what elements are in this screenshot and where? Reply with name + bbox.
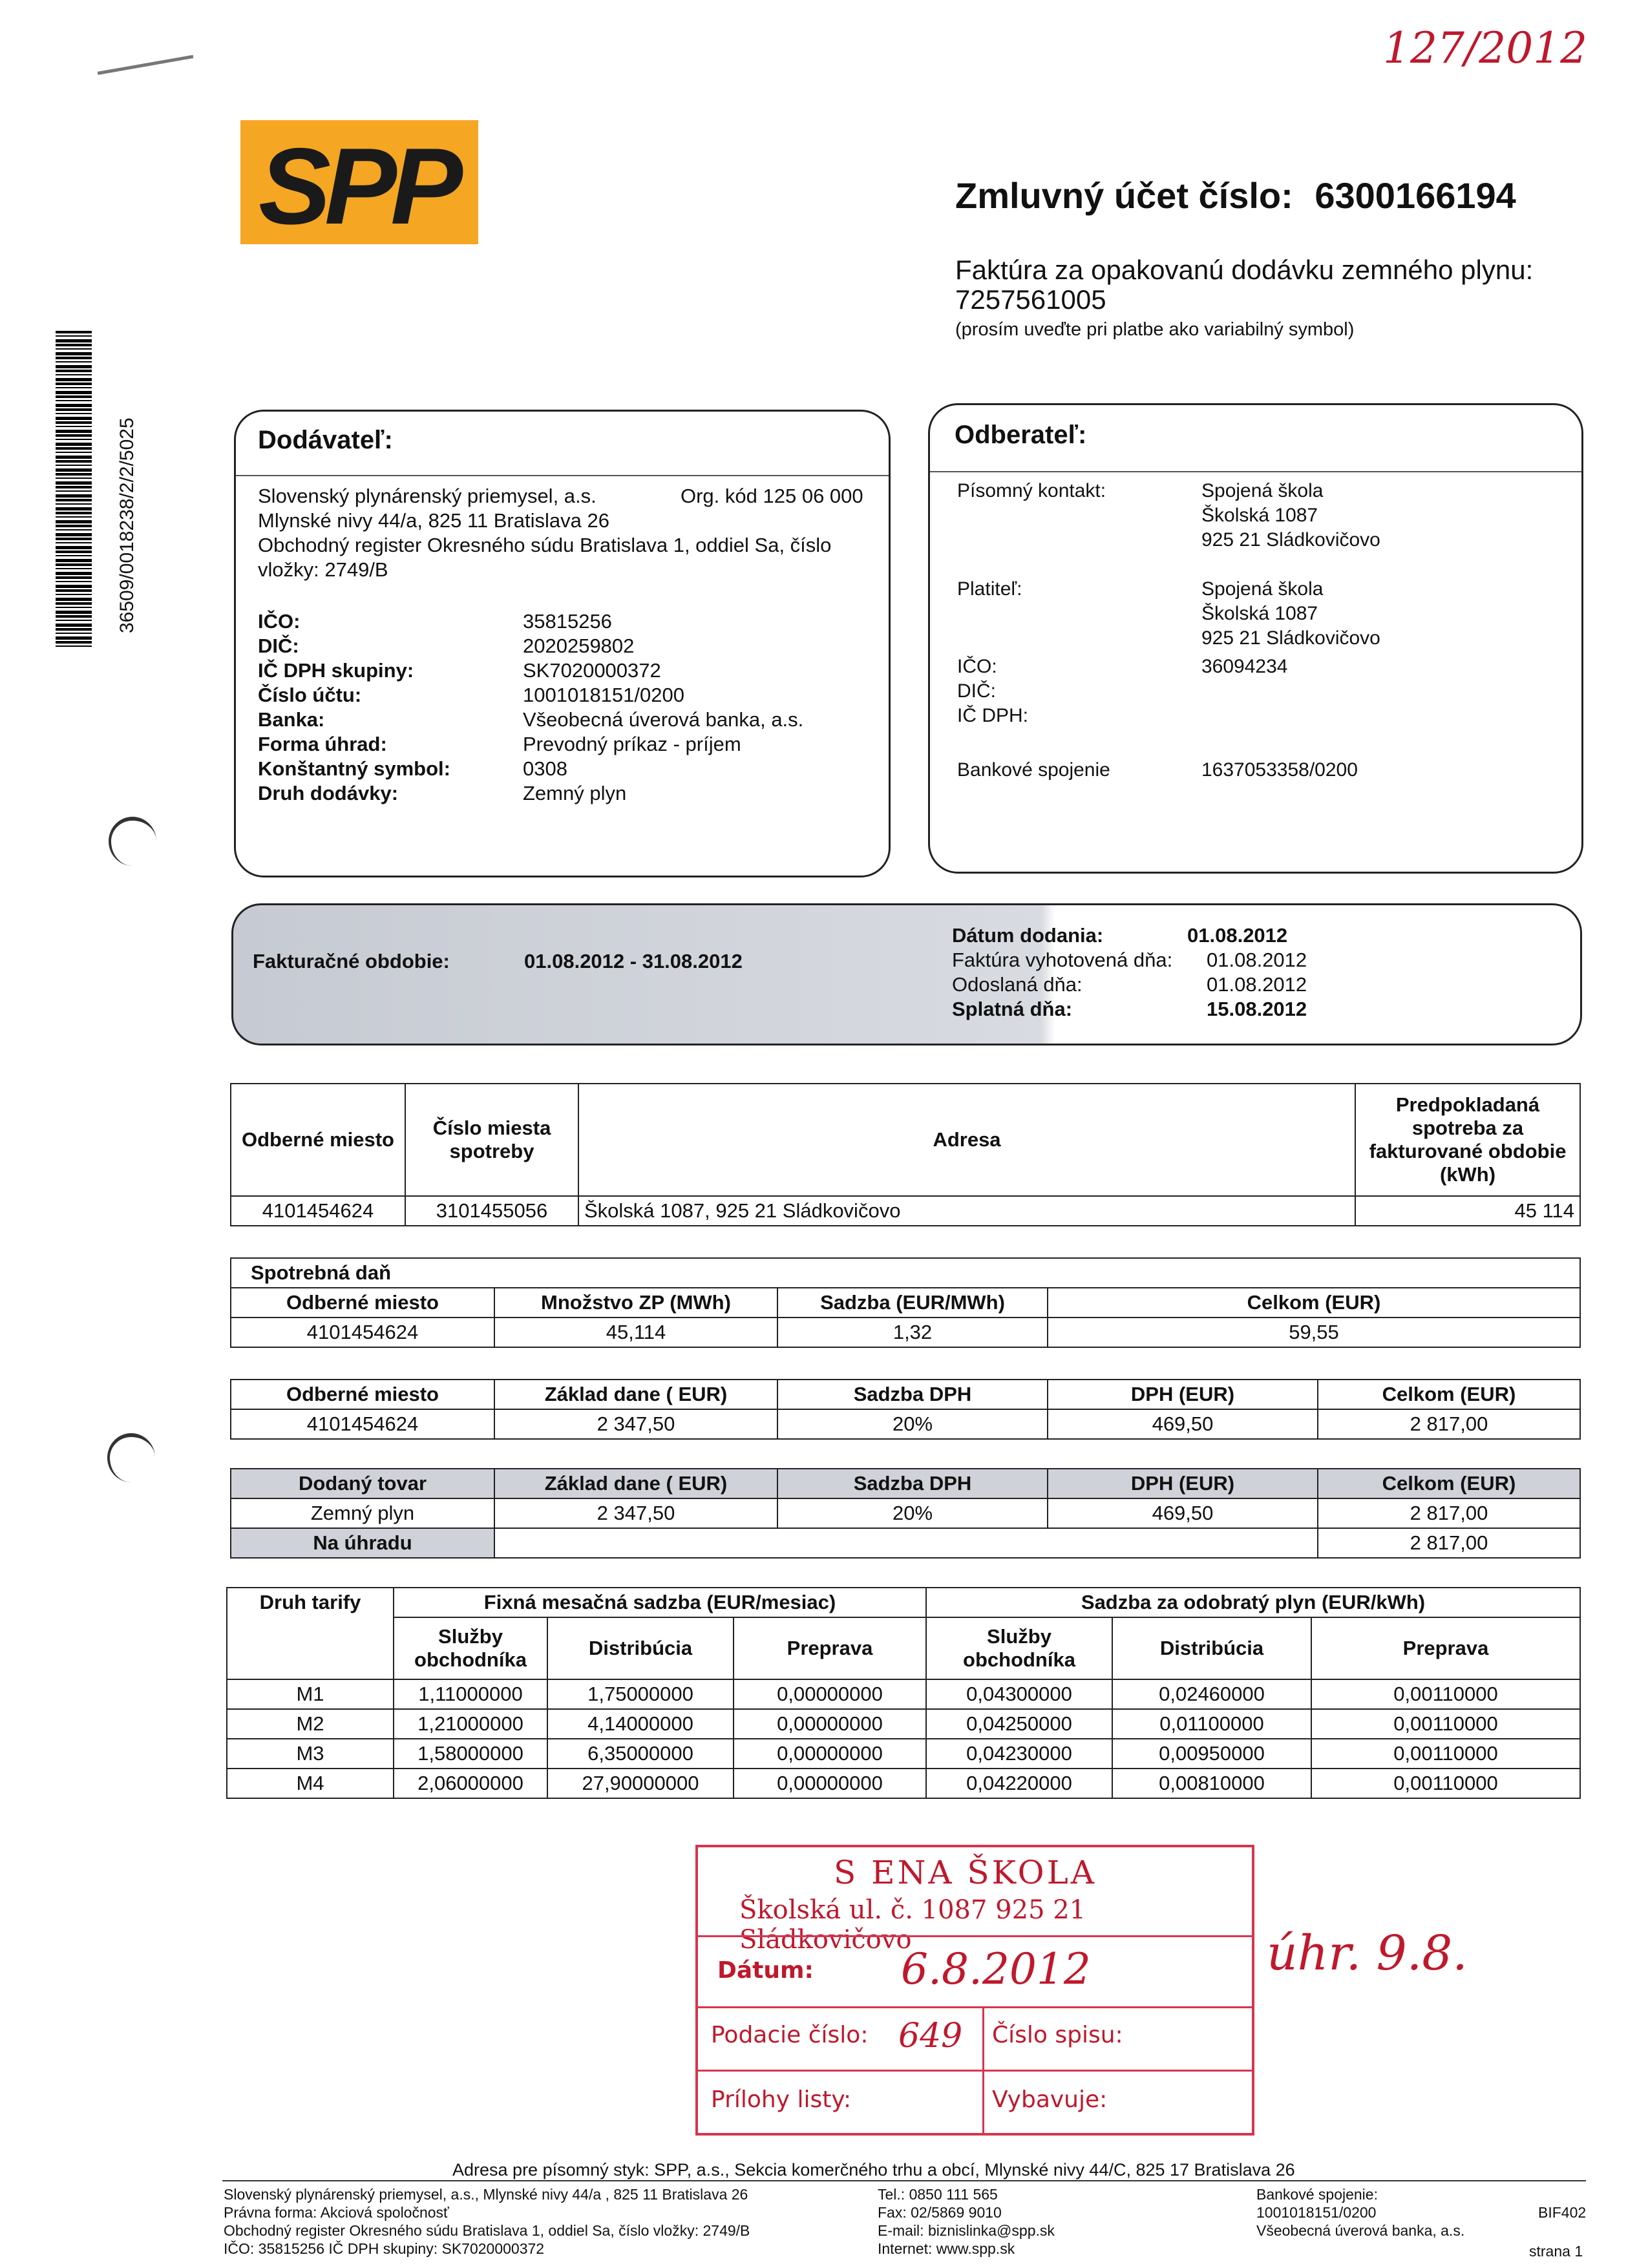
tariff-cell: 2,06000000 — [394, 1769, 547, 1798]
excise-total: 59,55 — [1048, 1318, 1580, 1347]
tariff-cell: 0,04230000 — [926, 1739, 1112, 1769]
tariff-cell: 0,00110000 — [1311, 1769, 1580, 1798]
footer-address: Adresa pre písomný styk: SPP, a.s., Sekcia komerčného trhu a obcí, Mlynské nivy 44/C, 825 17 Bratislava 26 — [452, 2160, 1295, 2179]
supplier-constsym-label: Konštantný symbol: — [258, 757, 450, 780]
table-row — [227, 1679, 1580, 1709]
barcode — [56, 331, 92, 647]
footer-page-number: strana 1 — [1529, 2243, 1583, 2260]
places-table — [230, 1083, 1581, 1226]
footer-web: Internet: www.spp.sk — [878, 2240, 1015, 2257]
period-value: 01.08.2012 - 31.08.2012 — [524, 950, 743, 972]
goods-vat: 469,50 — [1048, 1498, 1318, 1528]
stamp-school-address: Školská ul. č. 1087 925 21 Sládkovičovo — [739, 1895, 1086, 1955]
clip-mark — [98, 55, 194, 75]
excise-title: Spotrebná daň — [231, 1258, 1580, 1288]
footer-legal-form: Právna forma: Akciová spoločnosť — [224, 2204, 449, 2221]
goods-header: Celkom (EUR) — [1318, 1469, 1580, 1498]
customer-box — [928, 403, 1583, 874]
customer-icdph-label: IČ DPH: — [957, 705, 1029, 726]
stamp-date-value: 6.8.2012 — [901, 1944, 1091, 1994]
period-label: Fakturačné obdobie: — [253, 950, 450, 972]
goods-total: 2 817,00 — [1318, 1498, 1580, 1528]
spp-logo-text: SPP — [259, 125, 457, 247]
table-row — [231, 1318, 1580, 1347]
table-row — [231, 1196, 1580, 1226]
table-row — [231, 1498, 1580, 1528]
goods-rate: 20% — [777, 1498, 1048, 1528]
tariff-cell: 0,00000000 — [734, 1709, 926, 1739]
issued-date-label: Faktúra vyhotovená dňa: — [952, 949, 1173, 971]
barcode-text: 36509/0018238/2/2/5025 — [116, 417, 138, 633]
invoice-number: 7257561005 — [955, 284, 1106, 315]
goods-header: DPH (EUR) — [1048, 1469, 1318, 1498]
excise-header: Sadzba (EUR/MWh) — [777, 1288, 1048, 1318]
supplier-ico-value: 35815256 — [523, 610, 612, 633]
customer-ico-label: IČO: — [957, 656, 997, 677]
tariff-cell: 0,04300000 — [926, 1679, 1112, 1709]
customer-payer-line: Spojená škola — [1201, 578, 1324, 600]
tariff-cell: 1,75000000 — [547, 1679, 734, 1709]
due-date-value: 15.08.2012 — [1207, 998, 1307, 1020]
supplier-account-label: Číslo účtu: — [258, 684, 362, 706]
excise-amount: 45,114 — [494, 1318, 777, 1347]
footer-phone: Tel.: 0850 111 565 — [878, 2186, 998, 2203]
supplier-ico-label: IČO: — [258, 610, 301, 633]
delivery-date-value: 01.08.2012 — [1187, 924, 1288, 947]
tariff-cell: M4 — [227, 1769, 394, 1798]
customer-title: Odberateľ: — [955, 421, 1087, 449]
invoice-note: (prosím uveďte pri platbe ako variabilný symbol) — [955, 319, 1355, 340]
vat-header: Odberné miesto — [231, 1380, 494, 1409]
invoice-title: Faktúra za opakovanú dodávku zemného plynu: — [955, 255, 1534, 285]
tariff-group-consumption: Sadzba za odobratý plyn (EUR/kWh) — [926, 1588, 1580, 1617]
supplier-constsym-value: 0308 — [523, 757, 567, 780]
customer-ico-value: 36094234 — [1201, 656, 1288, 677]
table-row — [227, 1769, 1580, 1798]
tariff-cell: 0,01100000 — [1112, 1709, 1311, 1739]
footer-company: Slovenský plynárenský priemysel, a.s., Mlynské nivy 44/a , 825 11 Bratislava 26 — [224, 2186, 748, 2203]
handwritten-reference: 127/2012 — [1383, 23, 1588, 73]
contract-number: 6300166194 — [1315, 175, 1516, 216]
goods-name: Zemný plyn — [231, 1498, 494, 1528]
supplier-register-cont: vložky: 2749/B — [258, 558, 388, 581]
stamp-school-name: S ENA ŠKOLA — [834, 1854, 1097, 1891]
tariff-sub-header: Distribúcia — [547, 1617, 734, 1679]
tariff-sub-header: Preprava — [1311, 1617, 1580, 1679]
tariff-cell: M2 — [227, 1709, 394, 1739]
sent-date-label: Odoslaná dňa: — [952, 973, 1083, 996]
tariff-cell: 0,00810000 — [1112, 1769, 1311, 1798]
supplier-name: Slovenský plynárenský priemysel, a.s. — [258, 485, 597, 507]
stamp-podacie-label: Podacie číslo: — [711, 2022, 869, 2048]
supplier-account-value: 1001018151/0200 — [523, 684, 684, 706]
footer-divider — [222, 2180, 1586, 2181]
goods-table — [230, 1468, 1581, 1559]
stamp-podacie-value: 649 — [898, 2017, 963, 2055]
stamp-attachments-label: Prílohy listy: — [711, 2086, 852, 2113]
table-row — [227, 1709, 1580, 1739]
supplier-dic-label: DIČ: — [258, 635, 299, 657]
goods-header: Dodaný tovar — [231, 1469, 494, 1498]
tariff-cell: 0,00000000 — [734, 1739, 926, 1769]
tariff-cell: 6,35000000 — [547, 1739, 734, 1769]
tariff-col-header: Druh tarify — [227, 1588, 394, 1679]
place-number: 3101455056 — [405, 1196, 578, 1226]
supplier-delivery-label: Druh dodávky: — [258, 782, 399, 804]
customer-contact-line: Školská 1087 — [1201, 505, 1318, 526]
places-header: Predpokladaná spotreba za fakturované obdobie (kWh) — [1355, 1084, 1580, 1196]
total-value: 2 817,00 — [1318, 1528, 1580, 1558]
customer-payer-line: Školská 1087 — [1201, 603, 1318, 624]
place-address: Školská 1087, 925 21 Sládkovičovo — [578, 1196, 1355, 1226]
issued-date-value: 01.08.2012 — [1207, 949, 1307, 971]
place-consumption: 45 114 — [1355, 1196, 1580, 1226]
total-label: Na úhradu — [231, 1528, 494, 1558]
tariff-cell: 0,00110000 — [1311, 1679, 1580, 1709]
vat-total: 2 817,00 — [1318, 1409, 1580, 1439]
goods-header: Sadzba DPH — [777, 1469, 1048, 1498]
footer-fax: Fax: 02/5869 9010 — [878, 2204, 1002, 2221]
excise-header: Odberné miesto — [231, 1288, 494, 1318]
place-id: 4101454624 — [231, 1196, 405, 1226]
tariff-cell: 0,04250000 — [926, 1709, 1112, 1739]
supplier-bank-value: Všeobecná úverová banka, a.s. — [523, 708, 804, 731]
excise-header: Celkom (EUR) — [1048, 1288, 1580, 1318]
customer-contact-line: 925 21 Sládkovičovo — [1201, 529, 1380, 551]
footer-bank-account: 1001018151/0200 — [1256, 2204, 1377, 2221]
tariff-cell: 27,90000000 — [547, 1769, 734, 1798]
footer-bank-name: Všeobecná úverová banka, a.s. — [1256, 2222, 1465, 2239]
excise-place: 4101454624 — [231, 1318, 494, 1347]
tariff-sub-header: Preprava — [734, 1617, 926, 1679]
spp-logo — [240, 120, 478, 247]
footer-email: E-mail: biznislinka@spp.sk — [878, 2222, 1055, 2239]
goods-header: Základ dane ( EUR) — [494, 1469, 777, 1498]
tariff-cell: 0,00000000 — [734, 1769, 926, 1798]
supplier-icdph-label: IČ DPH skupiny: — [258, 659, 414, 682]
customer-dic-label: DIČ: — [957, 680, 996, 702]
vat-header: Základ dane ( EUR) — [494, 1380, 777, 1409]
vat-amount: 469,50 — [1048, 1409, 1318, 1439]
billing-period-box — [231, 903, 1582, 1045]
vat-header: Sadzba DPH — [777, 1380, 1048, 1409]
footer-ids: IČO: 35815256 IČ DPH skupiny: SK7020000372 — [224, 2240, 545, 2257]
tariff-cell: 1,21000000 — [394, 1709, 547, 1739]
handwritten-paid-note: úhr. 9.8. — [1267, 1926, 1468, 1981]
delivery-date-label: Dátum dodania: — [952, 924, 1104, 947]
due-date-label: Splatná dňa: — [952, 998, 1073, 1020]
supplier-bank-label: Banka: — [258, 708, 325, 731]
tariff-cell: 0,00950000 — [1112, 1739, 1311, 1769]
vat-rate: 20% — [777, 1409, 1048, 1439]
stamp-date-label: Dátum: — [717, 1957, 814, 1984]
footer-form-code: BIF402 — [1538, 2204, 1587, 2221]
vat-header: Celkom (EUR) — [1318, 1380, 1580, 1409]
tariff-cell: M1 — [227, 1679, 394, 1709]
goods-base: 2 347,50 — [494, 1498, 777, 1528]
footer-bank-label: Bankové spojenie: — [1256, 2186, 1378, 2203]
customer-bank-value: 1637053358/0200 — [1201, 759, 1358, 781]
supplier-payment-value: Prevodný príkaz - príjem — [523, 733, 741, 755]
excise-header: Množstvo ZP (MWh) — [494, 1288, 777, 1318]
tariff-sub-header: Distribúcia — [1112, 1617, 1311, 1679]
tariff-sub-header: Služby obchodníka — [394, 1617, 547, 1679]
supplier-delivery-value: Zemný plyn — [523, 782, 627, 804]
tariff-cell: 0,00000000 — [734, 1679, 926, 1709]
customer-contact-line: Spojená škola — [1201, 480, 1324, 501]
vat-base: 2 347,50 — [494, 1409, 777, 1439]
tariff-table — [226, 1587, 1581, 1799]
supplier-address: Mlynské nivy 44/a, 825 11 Bratislava 26 — [258, 509, 609, 532]
excise-table — [230, 1257, 1581, 1348]
table-row — [227, 1739, 1580, 1769]
tariff-cell: 1,58000000 — [394, 1739, 547, 1769]
tariff-cell: 4,14000000 — [547, 1709, 734, 1739]
vat-place: 4101454624 — [231, 1409, 494, 1439]
stamp-handler-label: Vybavuje: — [992, 2086, 1108, 2113]
contract-label: Zmluvný účet číslo: — [955, 175, 1293, 216]
places-header: Adresa — [578, 1084, 1355, 1196]
stamp-file-label: Číslo spisu: — [992, 2022, 1123, 2048]
customer-payer-label: Platiteľ: — [957, 578, 1022, 600]
supplier-icdph-value: SK7020000372 — [523, 659, 661, 682]
tariff-cell: 0,02460000 — [1112, 1679, 1311, 1709]
supplier-box — [234, 410, 891, 877]
vat-header: DPH (EUR) — [1048, 1380, 1318, 1409]
tariff-cell: 0,00110000 — [1311, 1709, 1580, 1739]
excise-rate: 1,32 — [777, 1318, 1048, 1347]
tariff-cell: 0,04220000 — [926, 1769, 1112, 1798]
punch-hole — [107, 1433, 155, 1482]
tariff-cell: M3 — [227, 1739, 394, 1769]
total-spacer — [494, 1528, 1318, 1558]
supplier-payment-label: Forma úhrad: — [258, 733, 387, 755]
tariff-cell: 1,11000000 — [394, 1679, 547, 1709]
customer-contact-label: Písomný kontakt: — [957, 480, 1106, 501]
supplier-title: Dodávateľ: — [258, 426, 393, 454]
supplier-dic-value: 2020259802 — [523, 635, 635, 657]
places-header: Číslo miesta spotreby — [405, 1084, 578, 1196]
footer-register: Obchodný register Okresného súdu Bratislava 1, oddiel Sa, číslo vložky: 2749/B — [224, 2222, 750, 2239]
total-row — [231, 1528, 1580, 1558]
supplier-register: Obchodný register Okresného súdu Bratislava 1, oddiel Sa, číslo — [258, 534, 832, 556]
table-row — [231, 1409, 1580, 1439]
punch-hole — [109, 817, 156, 866]
tariff-sub-header: Služby obchodníka — [926, 1617, 1112, 1679]
customer-bank-label: Bankové spojenie — [957, 759, 1110, 781]
supplier-org-code: Org. kód 125 06 000 — [681, 485, 863, 507]
sent-date-value: 01.08.2012 — [1207, 973, 1307, 996]
received-stamp — [695, 1845, 1254, 2136]
customer-payer-line: 925 21 Sládkovičovo — [1201, 627, 1380, 649]
tariff-group-fixed: Fixná mesačná sadzba (EUR/mesiac) — [394, 1588, 926, 1617]
tariff-cell: 0,00110000 — [1311, 1739, 1580, 1769]
contract-title — [955, 174, 1516, 216]
vat-table — [230, 1379, 1581, 1440]
places-header: Odberné miesto — [231, 1084, 405, 1196]
